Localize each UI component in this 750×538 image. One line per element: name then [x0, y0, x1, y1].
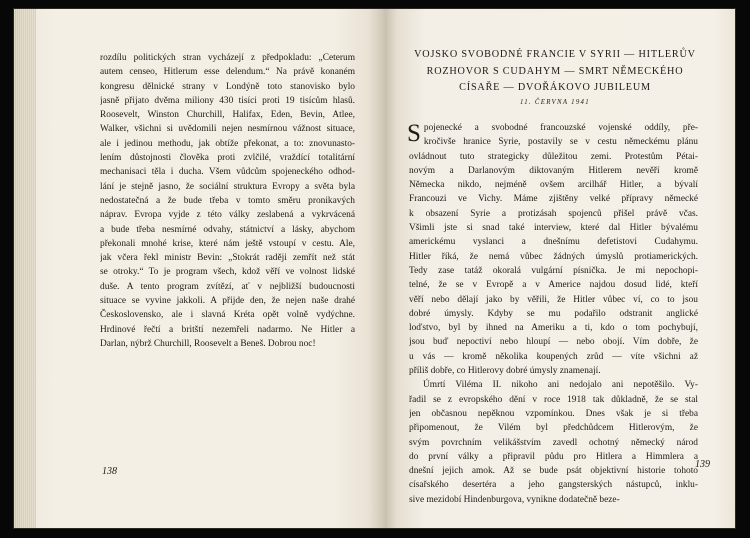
text-line: ale i jedinou methodu, jak obtíže překonat, a to: znovunasto- — [100, 138, 355, 149]
text-line: lením důstojnosti člověka proti zvlčilé, vraždící totalitární — [100, 153, 355, 164]
heading-line: VOJSKO SVOBODNÉ FRANCIE V SYRII — HITLERŮV — [414, 49, 696, 60]
page-edges — [14, 9, 36, 528]
text-line: nedostatečná a že bude třeba v tomto směru pronikavých — [100, 195, 355, 206]
text-line: lání je stejně jasno, že sociální struktura Evropy a světa byla — [100, 181, 355, 192]
heading-line: CÍSAŘE — DVOŘÁKOVO JUBILEUM — [459, 82, 651, 93]
left-page-text — [100, 51, 355, 351]
text-line: Francouzi ve Vichy. Máme zjištěny velké přípravy německé — [409, 194, 698, 205]
text-line: americkému vyslanci a dnešnímu defetistovi Cudahymu. — [409, 237, 698, 248]
text-line: jen občasnou nepěknou vzpomínkou. Dnes však je si třeba — [409, 408, 698, 419]
text-line: situace se vyvine jakkoli. A přijde den, že nejen naše drahé — [100, 296, 355, 307]
text-line: sive mezidobí Hindenburgova, vynikne dodatečně beze- — [409, 494, 620, 505]
text-line: překonali mnohé krise, které nám ještě vstoupí v cestu. Ale, — [100, 238, 355, 249]
drop-cap: S — [407, 120, 421, 147]
text-line: Tedy zase tatáž okoralá vulgární písnička. Je mi nepochopi- — [409, 265, 698, 276]
page-number-left: 138 — [102, 466, 117, 477]
text-line: Úmrtí Viléma II. nikoho ani nedojalo ani nepotěšilo. Vy- — [423, 380, 698, 391]
text-line: Walker, všichni si uvědomili nejen nesmírnou vážnost situace, — [100, 124, 355, 135]
text-line: ovládnout tuto strategicky důležitou zemi. Protestům Pétai- — [409, 151, 698, 162]
text-line: náprav. Evropa vyjde z této války zeslabená a vykrvácená — [100, 210, 355, 221]
text-line: svým povrchním velikášstvím zavedl ochotný německý národ — [409, 437, 698, 448]
right-page-text — [409, 121, 698, 507]
chapter-date: 11. ČERVNA 1941 — [520, 99, 590, 106]
text-line: se otroky.“ To je program všech, kdož věří ve volnost lidské — [100, 267, 355, 278]
text-line: věří nebo dělají jako by věřili, že Hitler vůbec ví, co to jsou — [409, 294, 698, 305]
text-line: příliš dobře, co Hitlerovy dobré úmysly znamenají. — [409, 366, 601, 377]
text-line: pojenecké a svobodné francouzské vojenské oddíly, pře- — [423, 123, 698, 133]
text-line: mechanisaci těla i ducha. Všem vůdcům spojeneckého odhod- — [100, 167, 355, 178]
text-line: Všimli jste si snad také interview, které dal Hitler bývalému — [409, 223, 698, 234]
text-line: kongresu dělnické strany v Londýně toto stanovisko bylo — [100, 81, 355, 92]
text-line: Darlan, nýbrž Churchill, Roosevelt a Beneš. Dobrou noc! — [100, 338, 316, 349]
text-line: Československo, ale i slavná Kréta opět volně vydýchne. — [100, 310, 355, 321]
text-line: jak včera řekl ministr Bevin: „Stokrát raději zemřít než stát — [100, 253, 355, 264]
text-line: duše. A tento program zvítězí, ať v nejbližší budoucnosti — [100, 281, 355, 292]
text-line: připomenout, že Vilém byl předchůdcem Hitlerovým, že — [409, 423, 698, 434]
text-line: loďstvo, byl by ihned na Ameriku a ti, kdo o tom pochybují, — [409, 323, 698, 334]
text-line: Hitler říká, že nemá vůbec žádných úmyslů protiamerických. — [409, 251, 698, 262]
chapter-heading — [407, 47, 703, 97]
text-line: novým a Darlanovým diktovaným Hitlerem nevěří kromě — [409, 165, 698, 176]
right-page — [385, 9, 735, 528]
text-line: dobré úmysly. Kdyby se mu podařilo odstranit anglické — [409, 308, 698, 319]
left-page — [14, 9, 385, 528]
heading-line: ROZHOVOR S CUDAHYM — SMRT NĚMECKÉHO — [426, 65, 684, 77]
text-line: Německa nikdo, nejméně ovšem arcilhář Hitler, a bývalí — [409, 180, 698, 191]
text-line: Hrdinové řečtí a britští nezemřeli nadarmo. Ne Hitler a — [100, 324, 355, 335]
text-line: a bude třeba nesmírné odvahy, státnictví a lásky, abychom — [100, 224, 355, 235]
text-line: Roosevelt, Winston Churchill, Halifax, Eden, Bevin, Atlee, — [100, 110, 355, 121]
text-line: císařského desertéra a jeho gangsterských nástupců, inklu- — [409, 480, 698, 491]
text-line: řadil se z evropského dění v roce 1918 tak důkladně, že se stal — [409, 394, 698, 405]
text-line: u vás — kromě několika koupených zrůd — víte všichni až — [409, 351, 698, 362]
text-line: autem censeo, Hitlerum esse delendum.“ Na právě konaném — [100, 67, 355, 78]
text-line: rozdílu politických stran vycházejí z předpokladu: „Ceterum — [100, 53, 355, 63]
page-number-right: 139 — [695, 459, 710, 470]
text-line: k obsazení Syrie a protizásah spojenců přišel právě včas. — [409, 208, 698, 219]
book-spread — [14, 9, 735, 528]
text-line: jsou buď nepoctiví nebo hloupí — nebo obojí. Vím dobře, že — [409, 337, 698, 348]
text-line: do první války a připravil půdu pro Hitlera a Himmlera a — [409, 451, 698, 462]
text-line: kročivše hranice Syrie, postavily se v cestu německému plánu — [423, 137, 698, 148]
text-line: dnešní jejich amok. Až se bude psát objektivní historie tohoto — [409, 466, 698, 477]
text-line: telné, že se v Evropě a v Americe najdou dosud lidé, kteří — [409, 280, 698, 291]
text-line: jasně přijato dvěma miliony 430 tisíci proti 19 tisícům hlasů. — [100, 95, 355, 106]
